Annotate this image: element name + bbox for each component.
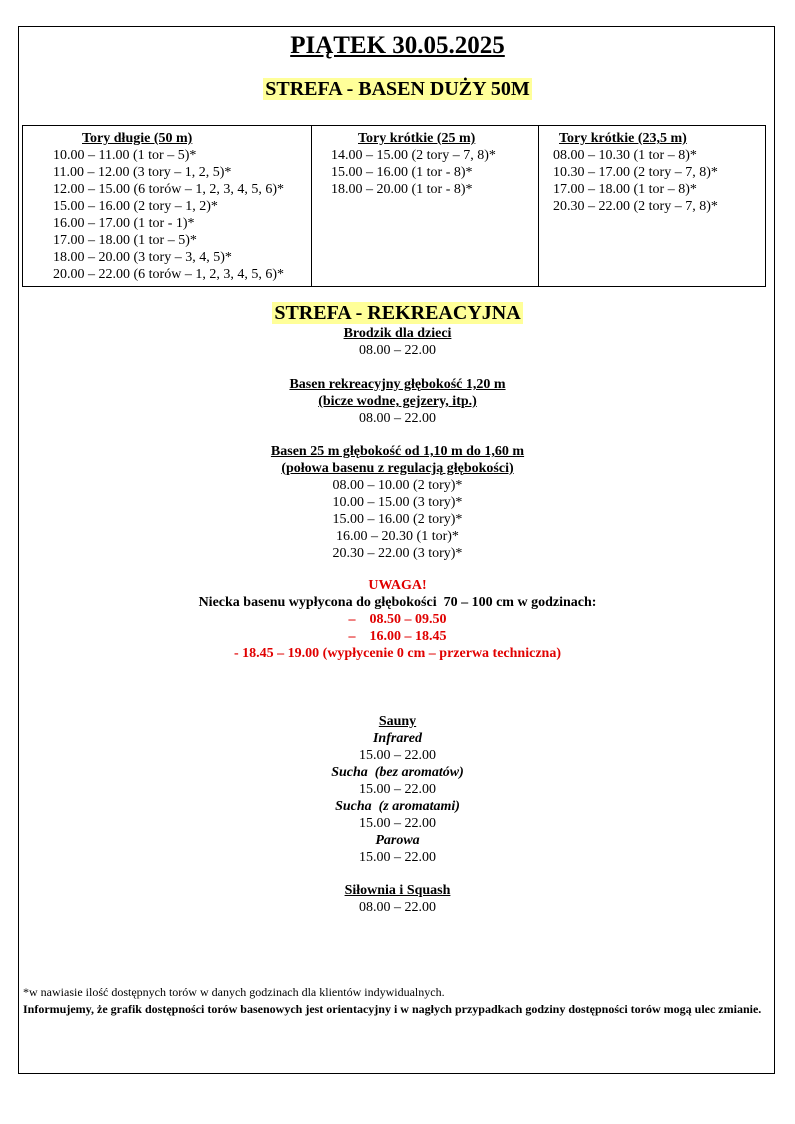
section-uwaga [0, 577, 795, 662]
lanes-col-header: Tory krótkie (25 m) [358, 131, 476, 146]
warning-time: – 08.50 – 09.50 [348, 612, 447, 627]
section-title: Siłownia i Squash [344, 883, 451, 898]
section-subtitle: (połowa basenu z regulacją głębokości) [281, 461, 514, 476]
section-title: Basen rekreacyjny głębokość 1,20 m [289, 377, 506, 392]
zone-heading-big-pool [0, 78, 795, 101]
list-item: 08.00 – 10.30 (1 tor – 8)* [553, 148, 697, 163]
section-basen-rekreacyjny [0, 376, 795, 427]
time-value: 08.00 – 22.00 [359, 900, 436, 915]
list-item: 10.00 – 11.00 (1 tor – 5)* [53, 148, 197, 163]
list-item: 17.00 – 18.00 (1 tor – 5)* [53, 233, 197, 248]
section-brodzik [0, 325, 795, 359]
footnote: *w nawiasie ilość dostępnych torów w danych godzinach dla klientów indywidualnych. [23, 985, 445, 999]
list-item: 14.00 – 15.00 (2 tory – 7, 8)* [331, 148, 496, 163]
list-item: 15.00 – 16.00 (2 tory)* [332, 512, 463, 527]
time-value: 15.00 – 22.00 [359, 816, 436, 831]
zone-rec-label: STREFA - REKREACYJNA [274, 302, 521, 324]
list-item: 20.30 – 22.00 (3 tory)* [332, 546, 463, 561]
list-item: 11.00 – 12.00 (3 tory – 1, 2, 5)* [53, 165, 232, 180]
time-value: 15.00 – 22.00 [359, 850, 436, 865]
section-title: Basen 25 m głębokość od 1,10 m do 1,60 m [270, 444, 525, 459]
warning-time: – 16.00 – 18.45 [348, 629, 447, 644]
lanes-table [22, 125, 766, 287]
section-subtitle: (bicze wodne, gejzery, itp.) [318, 394, 477, 409]
list-item: 10.00 – 15.00 (3 tory)* [332, 495, 463, 510]
sauna-name: Parowa [375, 833, 420, 848]
list-item: 16.00 – 17.00 (1 tor - 1)* [53, 216, 195, 231]
warning-text: Niecka basenu wypłycona do głębokości 70 – 100 cm w godzinach: [198, 595, 597, 610]
sauna-name: Sucha (z aromatami) [335, 799, 460, 814]
section-basen-25m [0, 443, 795, 562]
warning-label: UWAGA! [368, 578, 427, 593]
time-value: 08.00 – 22.00 [359, 411, 436, 426]
list-item: 10.30 – 17.00 (2 tory – 7, 8)* [553, 165, 718, 180]
page-title: PIĄTEK 30.05.2025 [290, 32, 505, 59]
warning-time: - 18.45 – 19.00 (wypłycenie 0 cm – przerwa techniczna) [234, 646, 561, 661]
list-item: 18.00 – 20.00 (3 tory – 3, 4, 5)* [53, 250, 232, 265]
zone-big-label: STREFA - BASEN DUŻY 50M [265, 78, 530, 100]
notice: Informujemy, że grafik dostępności torów basenowych jest orientacyjny i w nagłych przypadkach godziny dostępności torów mogą ulec zmianie. [23, 1002, 762, 1016]
lanes-col-short25 [312, 126, 539, 287]
list-item: 20.30 – 22.00 (2 tory – 7, 8)* [553, 199, 718, 214]
time-value: 08.00 – 22.00 [359, 343, 436, 358]
zone-heading-recreation [0, 302, 795, 325]
footer [23, 984, 773, 1018]
section-title: Brodzik dla dzieci [343, 326, 452, 341]
list-item: 16.00 – 20.30 (1 tor)* [336, 529, 459, 544]
list-item: 20.00 – 22.00 (6 torów – 1, 2, 3, 4, 5, 6)* [53, 267, 284, 282]
list-item: 17.00 – 18.00 (1 tor – 8)* [553, 182, 697, 197]
section-silownia [0, 882, 795, 916]
sauna-name: Sucha (bez aromatów) [331, 765, 464, 780]
list-item: 12.00 – 15.00 (6 torów – 1, 2, 3, 4, 5, 6)* [53, 182, 284, 197]
lanes-row [23, 126, 766, 287]
section-title: Sauny [378, 714, 417, 729]
section-sauny [0, 713, 795, 866]
list-item: 15.00 – 16.00 (1 tor - 8)* [331, 165, 473, 180]
lanes-col-long [23, 126, 312, 287]
time-value: 15.00 – 22.00 [359, 782, 436, 797]
lanes-col-header: Tory krótkie (23,5 m) [559, 131, 687, 146]
lanes-col-short235 [539, 126, 766, 287]
sauna-name: Infrared [372, 731, 422, 746]
list-item: 15.00 – 16.00 (2 tory – 1, 2)* [53, 199, 218, 214]
list-item: 18.00 – 20.00 (1 tor - 8)* [331, 182, 473, 197]
lanes-col-header: Tory długie (50 m) [82, 131, 193, 146]
time-value: 15.00 – 22.00 [359, 748, 436, 763]
list-item: 08.00 – 10.00 (2 tory)* [332, 478, 463, 493]
